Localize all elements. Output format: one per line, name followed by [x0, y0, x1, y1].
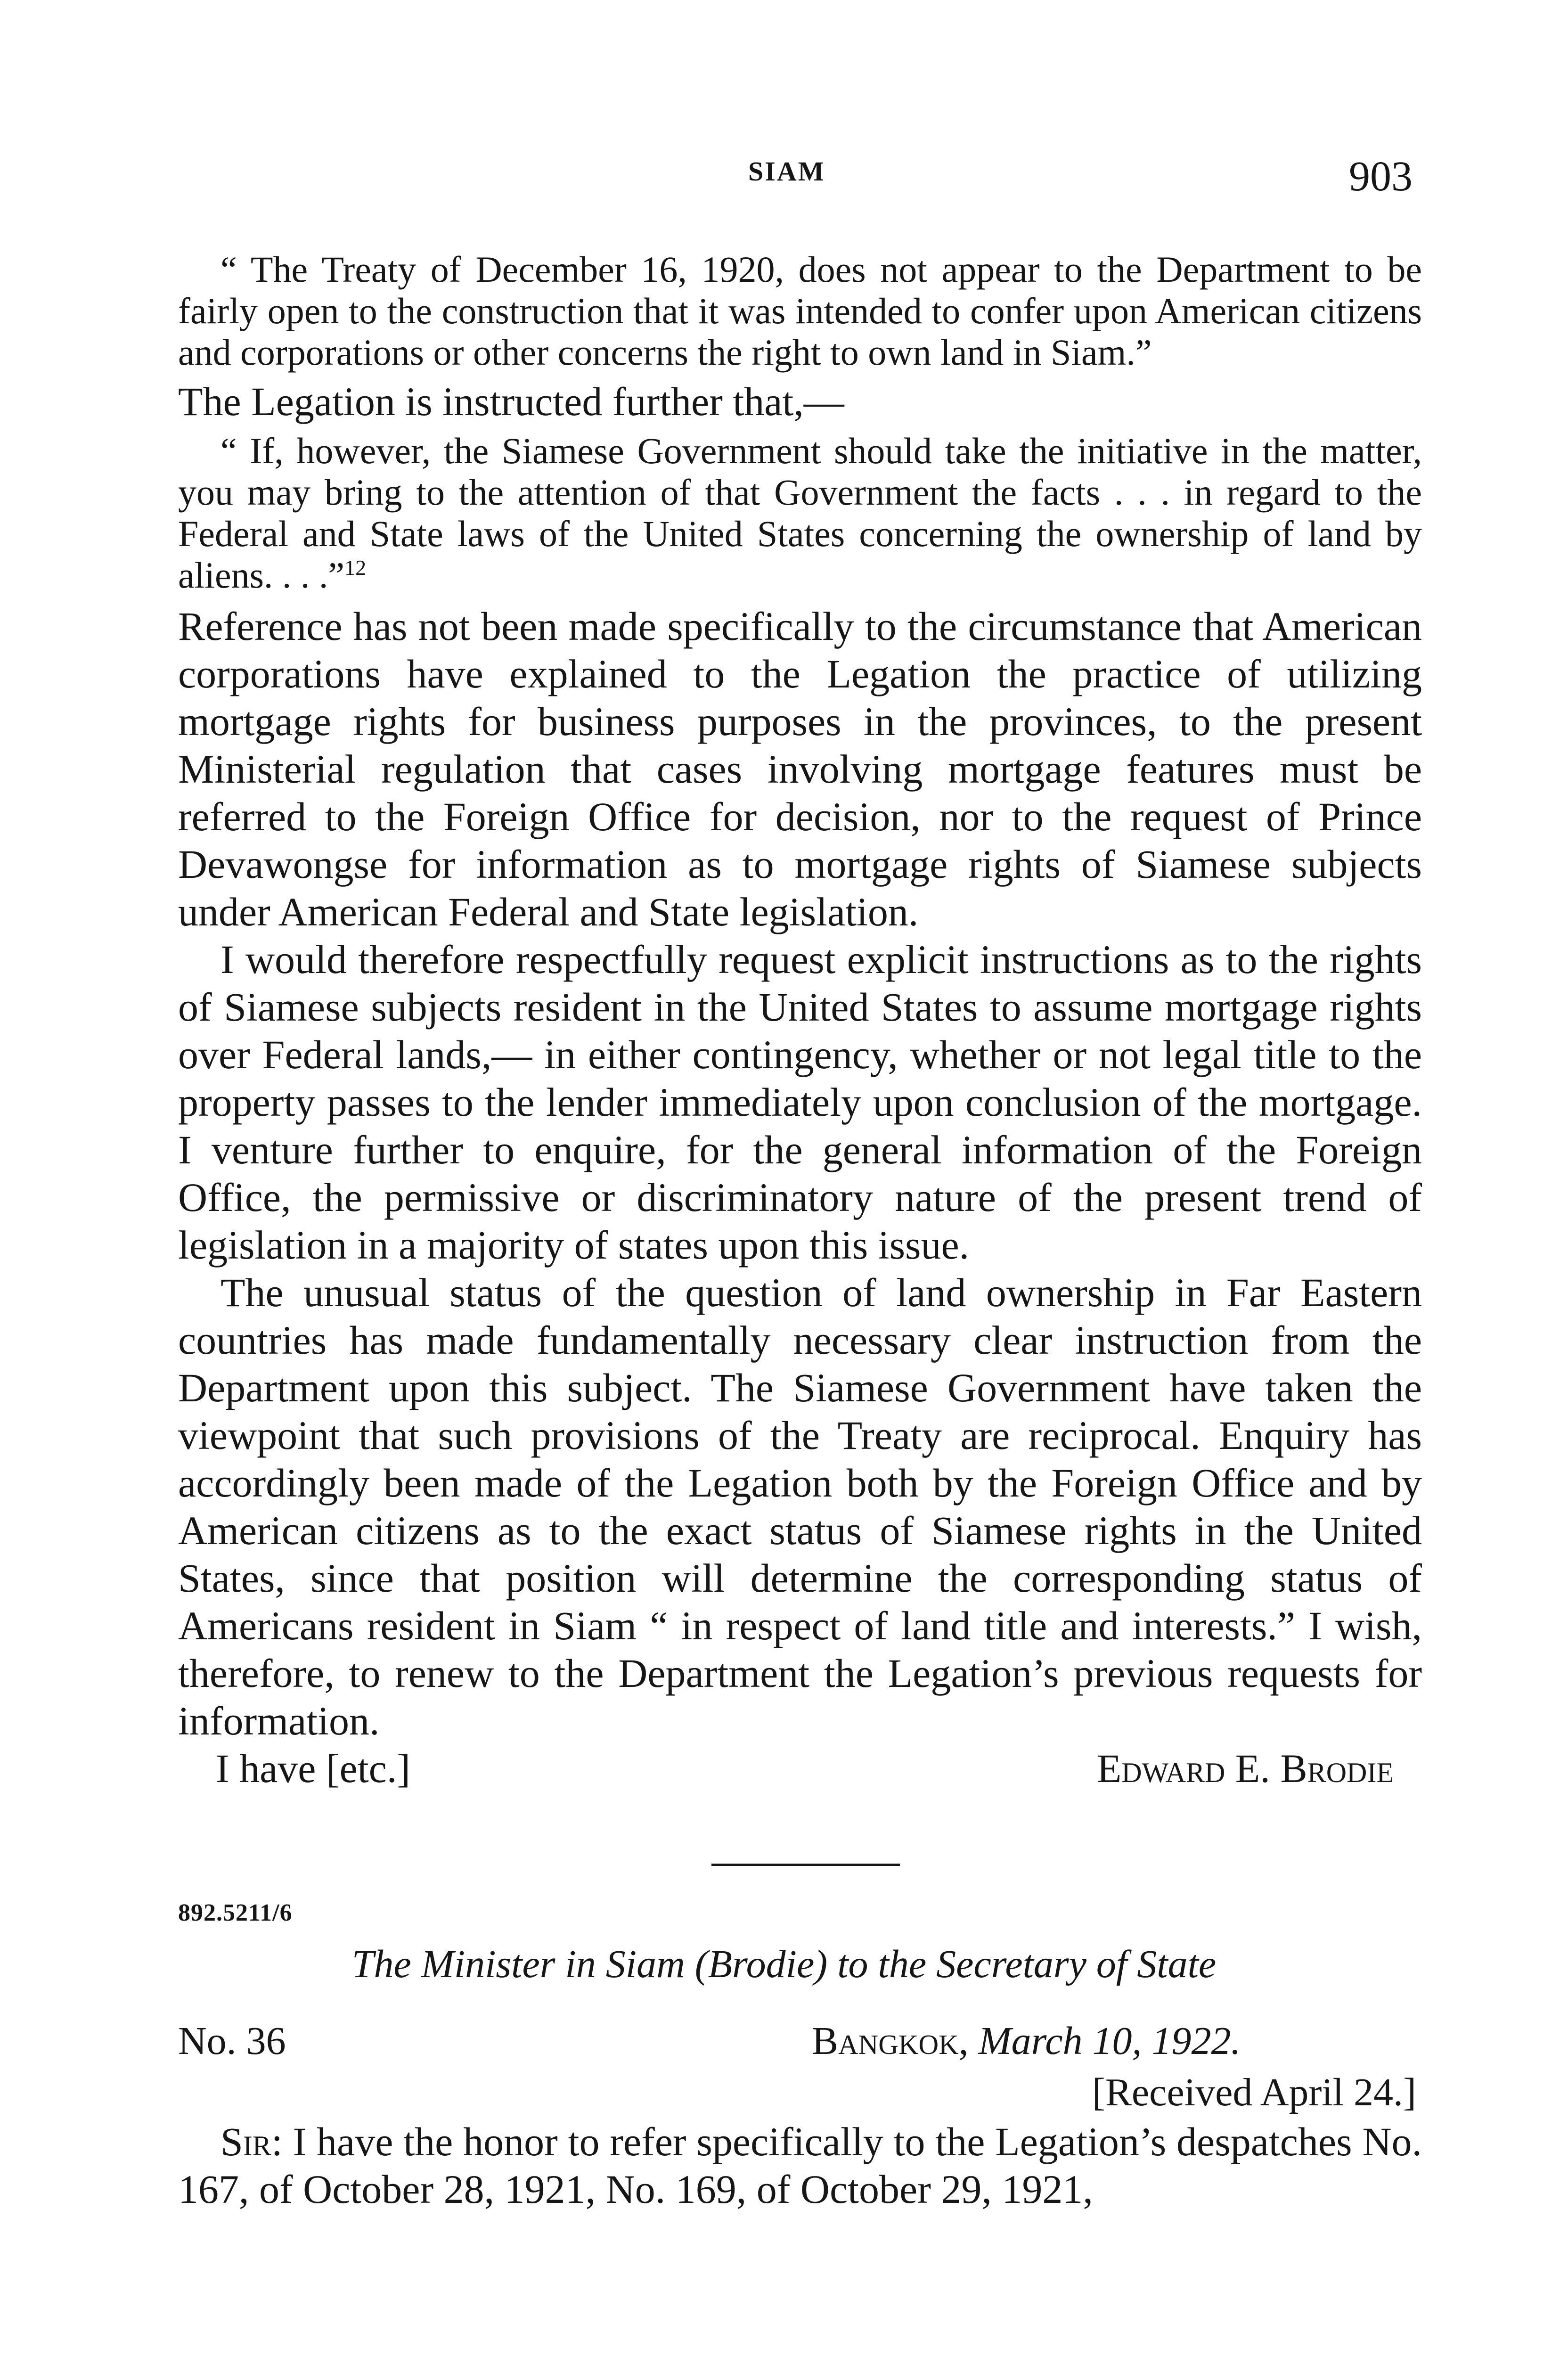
- page-number: 903: [1349, 153, 1413, 200]
- date: March 10, 1922.: [978, 2019, 1241, 2063]
- despatch-number: No. 36: [178, 2019, 286, 2063]
- salutation: Sir:: [220, 2119, 283, 2164]
- paragraph-unusual-status: The unusual status of the question of land ownership in Far Eastern countries has made fundamentally necessary clear instruction from the Department upon this subject. The Siamese Government have taken the viewpoint that such provisions of the Treaty are reciprocal. Enquiry has accordingly been made of the Legation both by the Foreign Office and by American citizens as to the exact status of Siamese rights in the United States, since that position will determine the corresponding status of Americans resident in Siam “ in respect of land title and interests.” I wish, therefore, to renew to the Department the Legation’s previous requests for information.: [178, 1270, 1422, 1743]
- closing: I have [etc.]: [216, 1746, 410, 1791]
- letter-body: [178, 2118, 1422, 2213]
- quote-siamese-government: [178, 430, 1422, 596]
- main-text-column: [178, 249, 1422, 1792]
- running-title: SIAM: [748, 156, 825, 187]
- footnote-reference: 12: [344, 556, 367, 580]
- section-divider: [711, 1864, 900, 1866]
- document-title: The Minister in Siam (Brodie) to the Secretary of State: [351, 1942, 1217, 1986]
- signoff: [178, 1745, 1422, 1792]
- paragraph-reference: Reference has not been made specifically to the circumstance that American corporations have explained to the Legation the practice of utilizing mortgage rights for business purposes in the provinces, to the present Ministerial regulation that cases involving mortgage features must be referred to the Foreign Office for decision, nor to the request of Prince Devawongse for information as to mortgage rights of Siamese subjects under American Federal and State legislation.: [178, 604, 1422, 934]
- paragraph-sir-text: I have the honor to refer specifically to the Legation’s despatches No. 167, of October 28, 1921, No. 169, of October 29, 1921,: [178, 2119, 1422, 2212]
- place: Bangkok,: [812, 2019, 969, 2063]
- paragraph-legation-instructed: The Legation is instructed further that,—: [178, 379, 844, 424]
- quote-text: “ If, however, the Siamese Government should take the initiative in the matter, you may bring to the attention of that Government the facts . . . in regard to the Federal and State laws of the United States concerning the ownership of land by aliens. . . .”: [178, 430, 1422, 596]
- received-date: [Received April 24.]: [1092, 2070, 1416, 2114]
- quote-treaty: “ The Treaty of December 16, 1920, does not appear to the Department to be fairly open to the construction that it was intended to confer upon American citizens and corporations or other concerns the right to own land in Siam.”: [178, 249, 1422, 373]
- paragraph-request: I would therefore respectfully request explicit instructions as to the rights of Siamese subjects resident in the United States to assume mortgage rights over Federal lands,— in either contingency, whether or not legal title to the property passes to the lender immediately upon conclusion of the mortgage. I venture further to enquire, for the general information of the Foreign Office, the permissive or discriminatory nature of the present trend of legislation in a majority of states upon this issue.: [178, 937, 1422, 1268]
- signature: Edward E. Brodie: [1096, 1746, 1394, 1791]
- file-number: 892.5211/6: [178, 1899, 293, 1926]
- place-and-date: [812, 2021, 1241, 2061]
- paragraph-sir: [178, 2118, 1422, 2213]
